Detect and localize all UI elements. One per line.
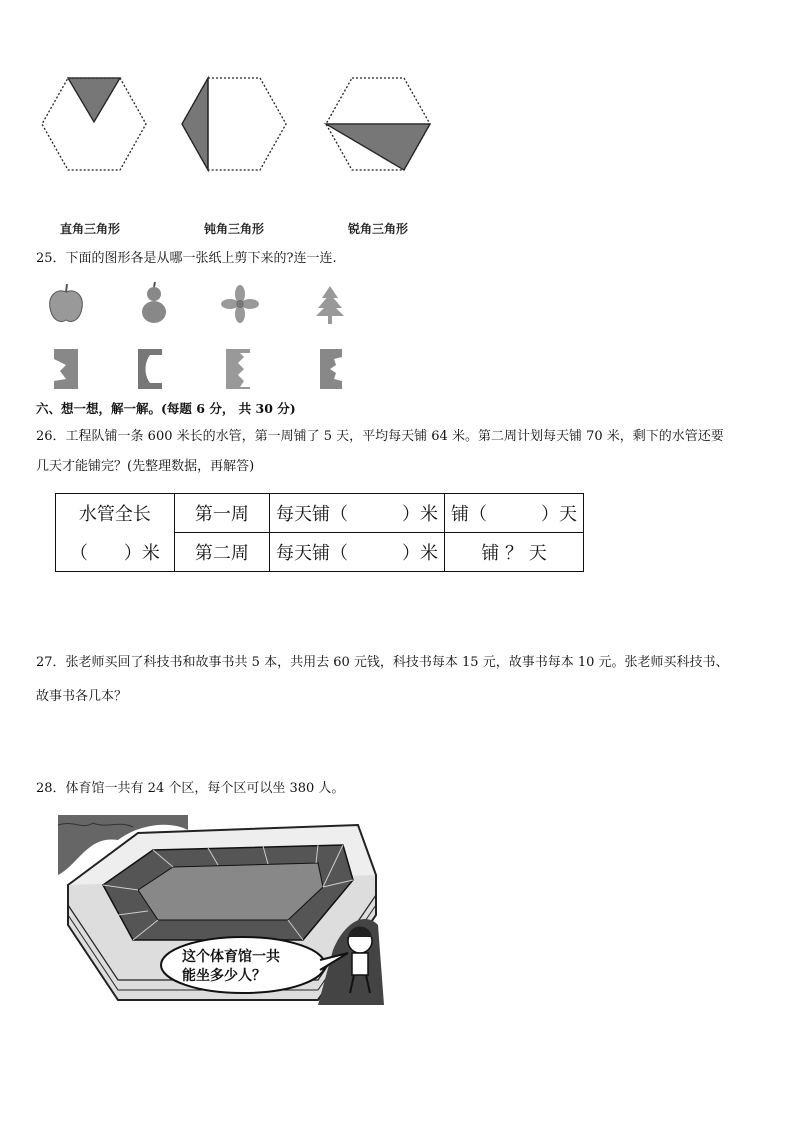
caption-obtuse-triangle: 钝角三角形 xyxy=(204,222,265,236)
speech-bubble-line1: 这个体育馆一共 xyxy=(182,949,280,965)
tree-shape xyxy=(316,286,344,324)
week1-days: 铺（ ）天 xyxy=(445,494,584,533)
question-28: 28．体育馆一共有 24 个区，每个区可以坐 380 人。 xyxy=(36,781,345,796)
hexagon-right-triangle xyxy=(42,78,146,170)
question-26-line2: 几天才能铺完？(先整理数据，再解答) xyxy=(36,459,255,474)
cut-paper-4 xyxy=(320,349,342,389)
section-6-title: 六、想一想，解一解。(每题 6 分， 共 30 分) xyxy=(36,401,296,416)
question-27-line2: 故事书各几本？ xyxy=(36,689,128,704)
question-25: 25．下面的图形各是从哪一张纸上剪下来的?连一连. xyxy=(36,251,337,266)
apple-shape xyxy=(50,284,83,322)
flower-shape xyxy=(221,285,259,323)
cut-paper-1 xyxy=(54,349,78,389)
week1-daily: 每天铺（ ）米 xyxy=(270,494,445,533)
speech-bubble-text xyxy=(182,948,280,986)
question-27-line1: 27．张老师买回了科技书和故事书共 5 本，共用去 60 元钱，科技书每本 15 元，故事书每本 10 元。张老师买科技书、 xyxy=(36,655,729,670)
caption-right-triangle: 直角三角形 xyxy=(60,222,121,236)
week2-label: 第二周 xyxy=(174,533,269,572)
question-26-line1: 26．工程队铺一条 600 米长的水管，第一周铺了 5 天，平均每天铺 64 米。第二周计划每天铺 70 米，剩下的水管还要 xyxy=(36,429,724,444)
pipe-length-label: 水管全长 xyxy=(56,494,175,533)
week2-days: 铺 ？ 天 xyxy=(445,533,584,572)
week1-label: 第一周 xyxy=(174,494,269,533)
cut-paper-3 xyxy=(226,349,250,389)
hexagon-acute-triangle xyxy=(326,78,430,170)
speech-bubble-line2: 能坐多少人？ xyxy=(182,968,266,984)
cut-paper-2 xyxy=(138,349,162,389)
paper-sheets-row xyxy=(40,345,360,393)
hexagon-figures xyxy=(30,70,450,180)
hexagon-obtuse-triangle xyxy=(182,78,286,170)
cut-shapes-row xyxy=(40,280,360,330)
week2-daily: 每天铺（ ）米 xyxy=(270,533,445,572)
data-table xyxy=(55,493,584,572)
gourd-shape xyxy=(142,282,166,323)
pipe-length-blank: （ ）米 xyxy=(56,533,175,572)
caption-acute-triangle: 锐角三角形 xyxy=(348,222,409,236)
